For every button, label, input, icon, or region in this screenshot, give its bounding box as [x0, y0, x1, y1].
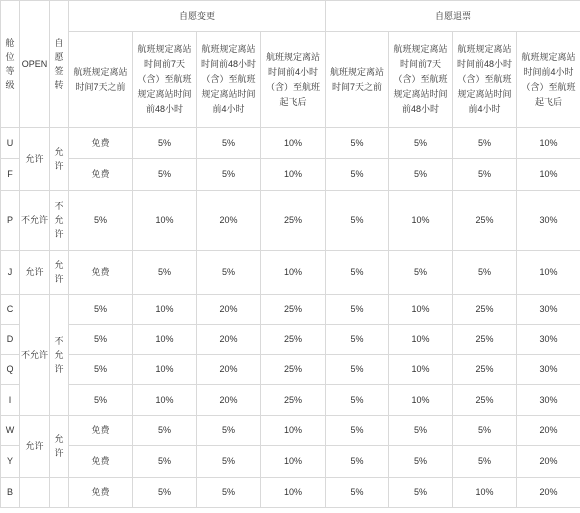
- change-fee: 10%: [133, 385, 197, 416]
- refund-fee: 10%: [453, 478, 517, 508]
- header-refund-period-4: 航班规定离站时间前4小时（含）至航班起飞后: [517, 32, 580, 128]
- change-fee: 20%: [197, 355, 261, 385]
- change-fee: 5%: [133, 416, 197, 446]
- header-change-period-3: 航班规定离站时间前48小时（含）至航班规定离站时间前4小时: [197, 32, 261, 128]
- refund-fee: 5%: [326, 295, 389, 325]
- refund-fee: 5%: [453, 159, 517, 191]
- cabin-code: U: [1, 128, 20, 159]
- refund-fee: 10%: [389, 385, 453, 416]
- refund-fee: 25%: [453, 295, 517, 325]
- change-fee: 10%: [261, 251, 326, 295]
- refund-fee: 10%: [517, 251, 580, 295]
- refund-fee: 5%: [326, 355, 389, 385]
- table-row-d: [1, 325, 580, 355]
- refund-fee: 10%: [517, 128, 580, 159]
- change-fee: 25%: [261, 355, 326, 385]
- open-cell: 允许: [20, 128, 50, 191]
- cabin-code: I: [1, 385, 20, 416]
- refund-fee: 5%: [453, 128, 517, 159]
- change-fee: 5%: [69, 385, 133, 416]
- header-row-groups: [1, 1, 580, 32]
- change-fee: 5%: [197, 128, 261, 159]
- refund-fee: 5%: [453, 416, 517, 446]
- open-cell: 不允许: [20, 191, 50, 251]
- cabin-code: W: [1, 416, 20, 446]
- change-fee: 10%: [261, 159, 326, 191]
- refund-fee: 30%: [517, 325, 580, 355]
- header-voluntary-refund: 自愿退票: [326, 1, 580, 32]
- refund-fee: 5%: [326, 159, 389, 191]
- header-voluntary-transfer: 自愿签转: [50, 1, 69, 128]
- change-fee: 5%: [69, 191, 133, 251]
- change-fee: 25%: [261, 295, 326, 325]
- refund-fee: 25%: [453, 325, 517, 355]
- open-cell: [20, 478, 50, 508]
- change-fee: 5%: [69, 355, 133, 385]
- change-fee: 25%: [261, 191, 326, 251]
- change-fee: 10%: [261, 478, 326, 508]
- refund-fee: 5%: [326, 251, 389, 295]
- refund-fee: 30%: [517, 191, 580, 251]
- header-change-period-2: 航班规定离站时间前7天（含）至航班规定离站时间前48小时: [133, 32, 197, 128]
- transfer-cell: 允许: [50, 128, 69, 191]
- change-fee: 20%: [197, 295, 261, 325]
- refund-fee: 25%: [453, 191, 517, 251]
- change-fee: 5%: [69, 295, 133, 325]
- refund-fee: 30%: [517, 385, 580, 416]
- change-fee: 5%: [197, 159, 261, 191]
- header-change-period-4: 航班规定离站时间前4小时（含）至航班起飞后: [261, 32, 326, 128]
- refund-fee: 10%: [517, 159, 580, 191]
- refund-fee: 10%: [389, 355, 453, 385]
- refund-fee: 5%: [389, 478, 453, 508]
- cabin-code: F: [1, 159, 20, 191]
- refund-fee: 5%: [326, 325, 389, 355]
- change-fee: 免费: [69, 446, 133, 478]
- change-fee: 免费: [69, 251, 133, 295]
- refund-fee: 5%: [326, 416, 389, 446]
- change-fee: 免费: [69, 159, 133, 191]
- change-fee: 5%: [197, 446, 261, 478]
- change-fee: 10%: [133, 295, 197, 325]
- cabin-code: B: [1, 478, 20, 508]
- header-change-period-1: 航班规定离站时间7天之前: [69, 32, 133, 128]
- cabin-code: Q: [1, 355, 20, 385]
- change-fee: 5%: [197, 478, 261, 508]
- refund-fee: 30%: [517, 295, 580, 325]
- change-fee: 20%: [197, 325, 261, 355]
- table-row-i: [1, 385, 580, 416]
- change-fee: 5%: [133, 478, 197, 508]
- transfer-cell: 允许: [50, 416, 69, 478]
- refund-fee: 5%: [389, 128, 453, 159]
- change-fee: 25%: [261, 325, 326, 355]
- open-cell: 允许: [20, 416, 50, 478]
- cabin-code: Y: [1, 446, 20, 478]
- refund-fee: 5%: [326, 385, 389, 416]
- refund-fee: 5%: [389, 416, 453, 446]
- table-row-b: [1, 478, 580, 508]
- header-refund-period-2: 航班规定离站时间前7天（含）至航班规定离站时间前48小时: [389, 32, 453, 128]
- refund-fee: 5%: [326, 191, 389, 251]
- change-fee: 免费: [69, 128, 133, 159]
- transfer-cell: 允许: [50, 251, 69, 295]
- refund-fee: 5%: [389, 159, 453, 191]
- transfer-cell: [50, 478, 69, 508]
- table-row-y: [1, 446, 580, 478]
- table-row-w: [1, 416, 580, 446]
- change-fee: 免费: [69, 478, 133, 508]
- refund-fee: 10%: [389, 325, 453, 355]
- change-fee: 25%: [261, 385, 326, 416]
- refund-fee: 25%: [453, 355, 517, 385]
- refund-fee: 5%: [453, 251, 517, 295]
- refund-fee: 25%: [453, 385, 517, 416]
- change-fee: 5%: [133, 446, 197, 478]
- change-fee: 10%: [261, 128, 326, 159]
- cabin-code: P: [1, 191, 20, 251]
- refund-fee: 5%: [326, 478, 389, 508]
- change-fee: 免费: [69, 416, 133, 446]
- refund-fee: 10%: [389, 191, 453, 251]
- open-cell: 允许: [20, 251, 50, 295]
- refund-fee: 5%: [326, 446, 389, 478]
- table-row-c: [1, 295, 580, 325]
- table-row-j: [1, 251, 580, 295]
- cabin-code: C: [1, 295, 20, 325]
- refund-fee: 5%: [389, 251, 453, 295]
- refund-fee: 30%: [517, 355, 580, 385]
- header-cabin: 舱位等级: [1, 1, 20, 128]
- refund-fee: 10%: [389, 295, 453, 325]
- transfer-cell: 不允许: [50, 191, 69, 251]
- header-row-periods: [1, 32, 580, 128]
- change-fee: 10%: [133, 355, 197, 385]
- transfer-cell: 不允许: [50, 295, 69, 416]
- refund-fee: 20%: [517, 478, 580, 508]
- refund-fee: 20%: [517, 416, 580, 446]
- change-fee: 10%: [133, 325, 197, 355]
- table-row-p: [1, 191, 580, 251]
- refund-fee: 5%: [453, 446, 517, 478]
- refund-fee: 5%: [389, 446, 453, 478]
- cabin-code: J: [1, 251, 20, 295]
- cabin-code: D: [1, 325, 20, 355]
- header-voluntary-change: 自愿变更: [69, 1, 326, 32]
- change-fee: 5%: [133, 251, 197, 295]
- change-fee: 10%: [261, 446, 326, 478]
- change-fee: 5%: [197, 416, 261, 446]
- table-row-u: [1, 128, 580, 159]
- table-row-f: [1, 159, 580, 191]
- change-fee: 5%: [197, 251, 261, 295]
- table-row-q: [1, 355, 580, 385]
- refund-fee: 20%: [517, 446, 580, 478]
- change-fee: 5%: [69, 325, 133, 355]
- header-refund-period-3: 航班规定离站时间前48小时（含）至航班规定离站时间前4小时: [453, 32, 517, 128]
- header-open: OPEN: [20, 1, 50, 128]
- refund-fee: 5%: [326, 128, 389, 159]
- open-cell: 不允许: [20, 295, 50, 416]
- header-refund-period-1: 航班规定离站时间7天之前: [326, 32, 389, 128]
- change-fee: 5%: [133, 128, 197, 159]
- change-fee: 10%: [133, 191, 197, 251]
- change-fee: 5%: [133, 159, 197, 191]
- change-fee: 20%: [197, 191, 261, 251]
- change-fee: 10%: [261, 416, 326, 446]
- change-fee: 20%: [197, 385, 261, 416]
